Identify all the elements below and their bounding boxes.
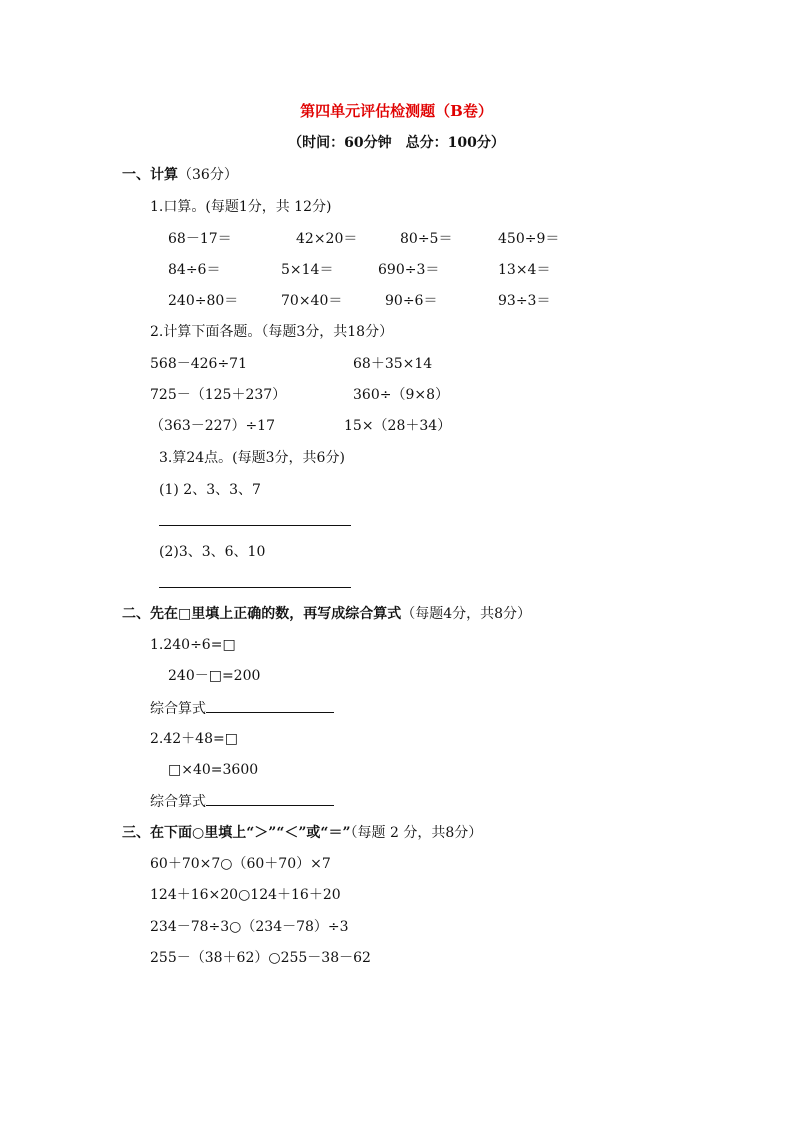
oral-calc-item: 42×20＝ (296, 231, 358, 247)
combined-formula-line (150, 791, 334, 812)
calc-item: 360÷（9×8） (353, 387, 449, 403)
answer-blank[interactable] (159, 511, 351, 532)
fill-item: □×40=3600 (168, 762, 259, 778)
calc-item: 15×（28＋34） (344, 418, 452, 434)
compare-item: 234－78÷3○（234－78）÷3 (150, 919, 349, 935)
answer-blank[interactable] (206, 698, 334, 713)
oral-calc-item: 5×14＝ (281, 262, 334, 278)
fill-item: 240－□=200 (168, 668, 261, 684)
section-1-title: 一、计算 (122, 167, 178, 183)
exam-info: （时间：60分钟 总分：100分） (288, 135, 505, 151)
point24-item: (2)3、3、6、10 (159, 544, 266, 560)
q1-label: 1.口算。(每题1分，共 12分) (150, 199, 332, 215)
calc-item: （363－227）÷17 (150, 418, 275, 434)
point24-item: (1) 2、3、3、7 (159, 482, 261, 498)
q3-label: 3.算24点。(每题3分，共6分) (159, 450, 345, 466)
oral-calc-item: 13×4＝ (498, 262, 551, 278)
oral-calc-item: 450÷9＝ (498, 231, 560, 247)
oral-calc-item: 70×40＝ (281, 293, 343, 309)
compare-item: 255－（38＋62）○255－38－62 (150, 950, 371, 966)
section-2-points: （每题4分，共8分） (401, 606, 532, 622)
page-title: 第四单元评估检测题（B卷） (300, 102, 493, 120)
fill-item: 1.240÷6=□ (150, 637, 236, 653)
q2-label: 2.计算下面各题。（每题3分，共18分） (150, 324, 394, 340)
oral-calc-item: 80÷5＝ (400, 231, 453, 247)
answer-blank[interactable] (206, 791, 334, 806)
oral-calc-item: 93÷3＝ (498, 293, 551, 309)
calc-item: 568－426÷71 (150, 356, 247, 372)
compare-item: 124＋16×20○124＋16＋20 (150, 887, 341, 903)
oral-calc-item: 690÷3＝ (378, 262, 440, 278)
fill-item: 2.42＋48=□ (150, 731, 238, 747)
oral-calc-item: 84÷6＝ (168, 262, 221, 278)
oral-calc-item: 68－17＝ (168, 231, 232, 247)
combined-formula-label: 综合算式 (150, 701, 206, 717)
oral-calc-item: 90÷6＝ (385, 293, 438, 309)
oral-calc-item: 240÷80＝ (168, 293, 239, 309)
combined-formula-label: 综合算式 (150, 794, 206, 810)
section-3-title: 三、在下面○里填上“＞”“＜”或“＝” (122, 825, 351, 841)
calc-item: 725－（125＋237） (150, 387, 287, 403)
section-3-heading (122, 823, 482, 843)
answer-blank[interactable] (159, 573, 351, 594)
section-2-title: 二、先在□里填上正确的数，再写成综合算式 (122, 606, 402, 622)
section-2-heading (122, 604, 531, 624)
combined-formula-line (150, 698, 334, 719)
compare-item: 60＋70×7○（60＋70）×7 (150, 856, 331, 872)
section-1-heading (122, 165, 238, 185)
section-1-points: （36分） (178, 167, 238, 183)
section-3-points: （每题 2 分，共8分） (350, 825, 483, 841)
calc-item: 68＋35×14 (353, 356, 433, 372)
